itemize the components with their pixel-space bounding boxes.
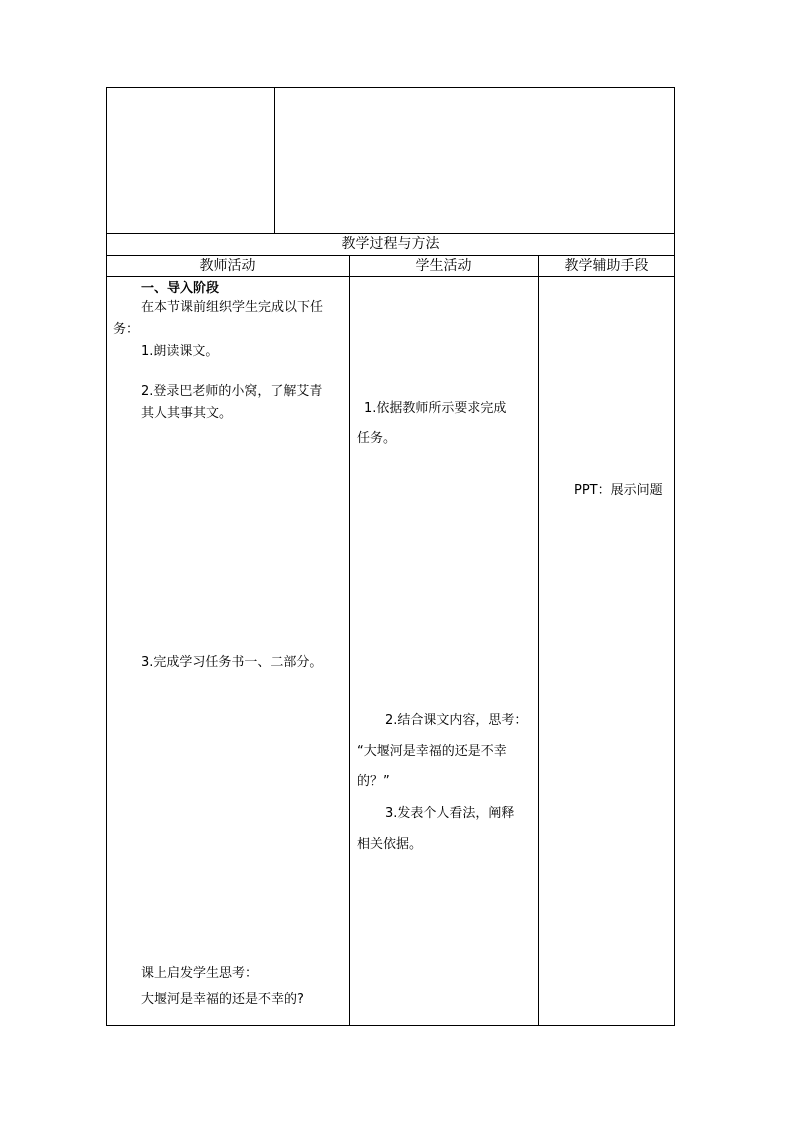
student-item-3-line-1: 3.发表个人看法，阐释 [385, 806, 515, 821]
column-separator-2 [538, 255, 539, 1026]
teacher-prompt-line-2: 大堰河是幸福的还是不幸的? [141, 992, 304, 1007]
teacher-heading: 一、导入阶段 [141, 281, 220, 296]
student-item-3-line-2: 相关依据。 [357, 837, 423, 852]
lesson-table [106, 87, 675, 1026]
teacher-prompt-line-1: 课上启发学生思考： [141, 966, 259, 981]
teacher-intro-line-1: 在本节课前组织学生完成以下任 [141, 300, 324, 315]
teacher-task-3: 3.完成学习任务书一、二部分。 [141, 655, 323, 670]
column-separator-1 [349, 255, 350, 1026]
student-item-2-line-1: 2.结合课文内容，思考： [385, 713, 528, 728]
student-item-2-line-2: “大堰河是幸福的还是不幸 [357, 744, 507, 759]
teacher-task-2-line-1: 2.登录巴老师的小窝，了解艾青 [141, 384, 323, 399]
column-header-top-rule [106, 255, 675, 256]
teacher-intro-line-2: 务： [113, 322, 140, 337]
column-header-student: 学生活动 [415, 258, 472, 274]
section-title: 教学过程与方法 [341, 236, 440, 252]
section-title-top-rule [106, 233, 675, 234]
teacher-task-2-line-2: 其人其事其文。 [141, 406, 233, 421]
top-block-divider [274, 87, 275, 234]
teacher-task-1: 1.朗读课文。 [141, 344, 219, 359]
aids-item-1: PPT：展示问题 [574, 483, 663, 498]
student-item-2-line-3: 的？” [357, 774, 390, 789]
column-header-aids: 教学辅助手段 [564, 258, 649, 274]
student-item-1-line-1: 1.依据教师所示要求完成 [364, 401, 507, 416]
column-header-bottom-rule [106, 276, 675, 277]
column-header-teacher: 教师活动 [199, 258, 256, 274]
student-item-1-line-2: 任务。 [357, 431, 397, 446]
